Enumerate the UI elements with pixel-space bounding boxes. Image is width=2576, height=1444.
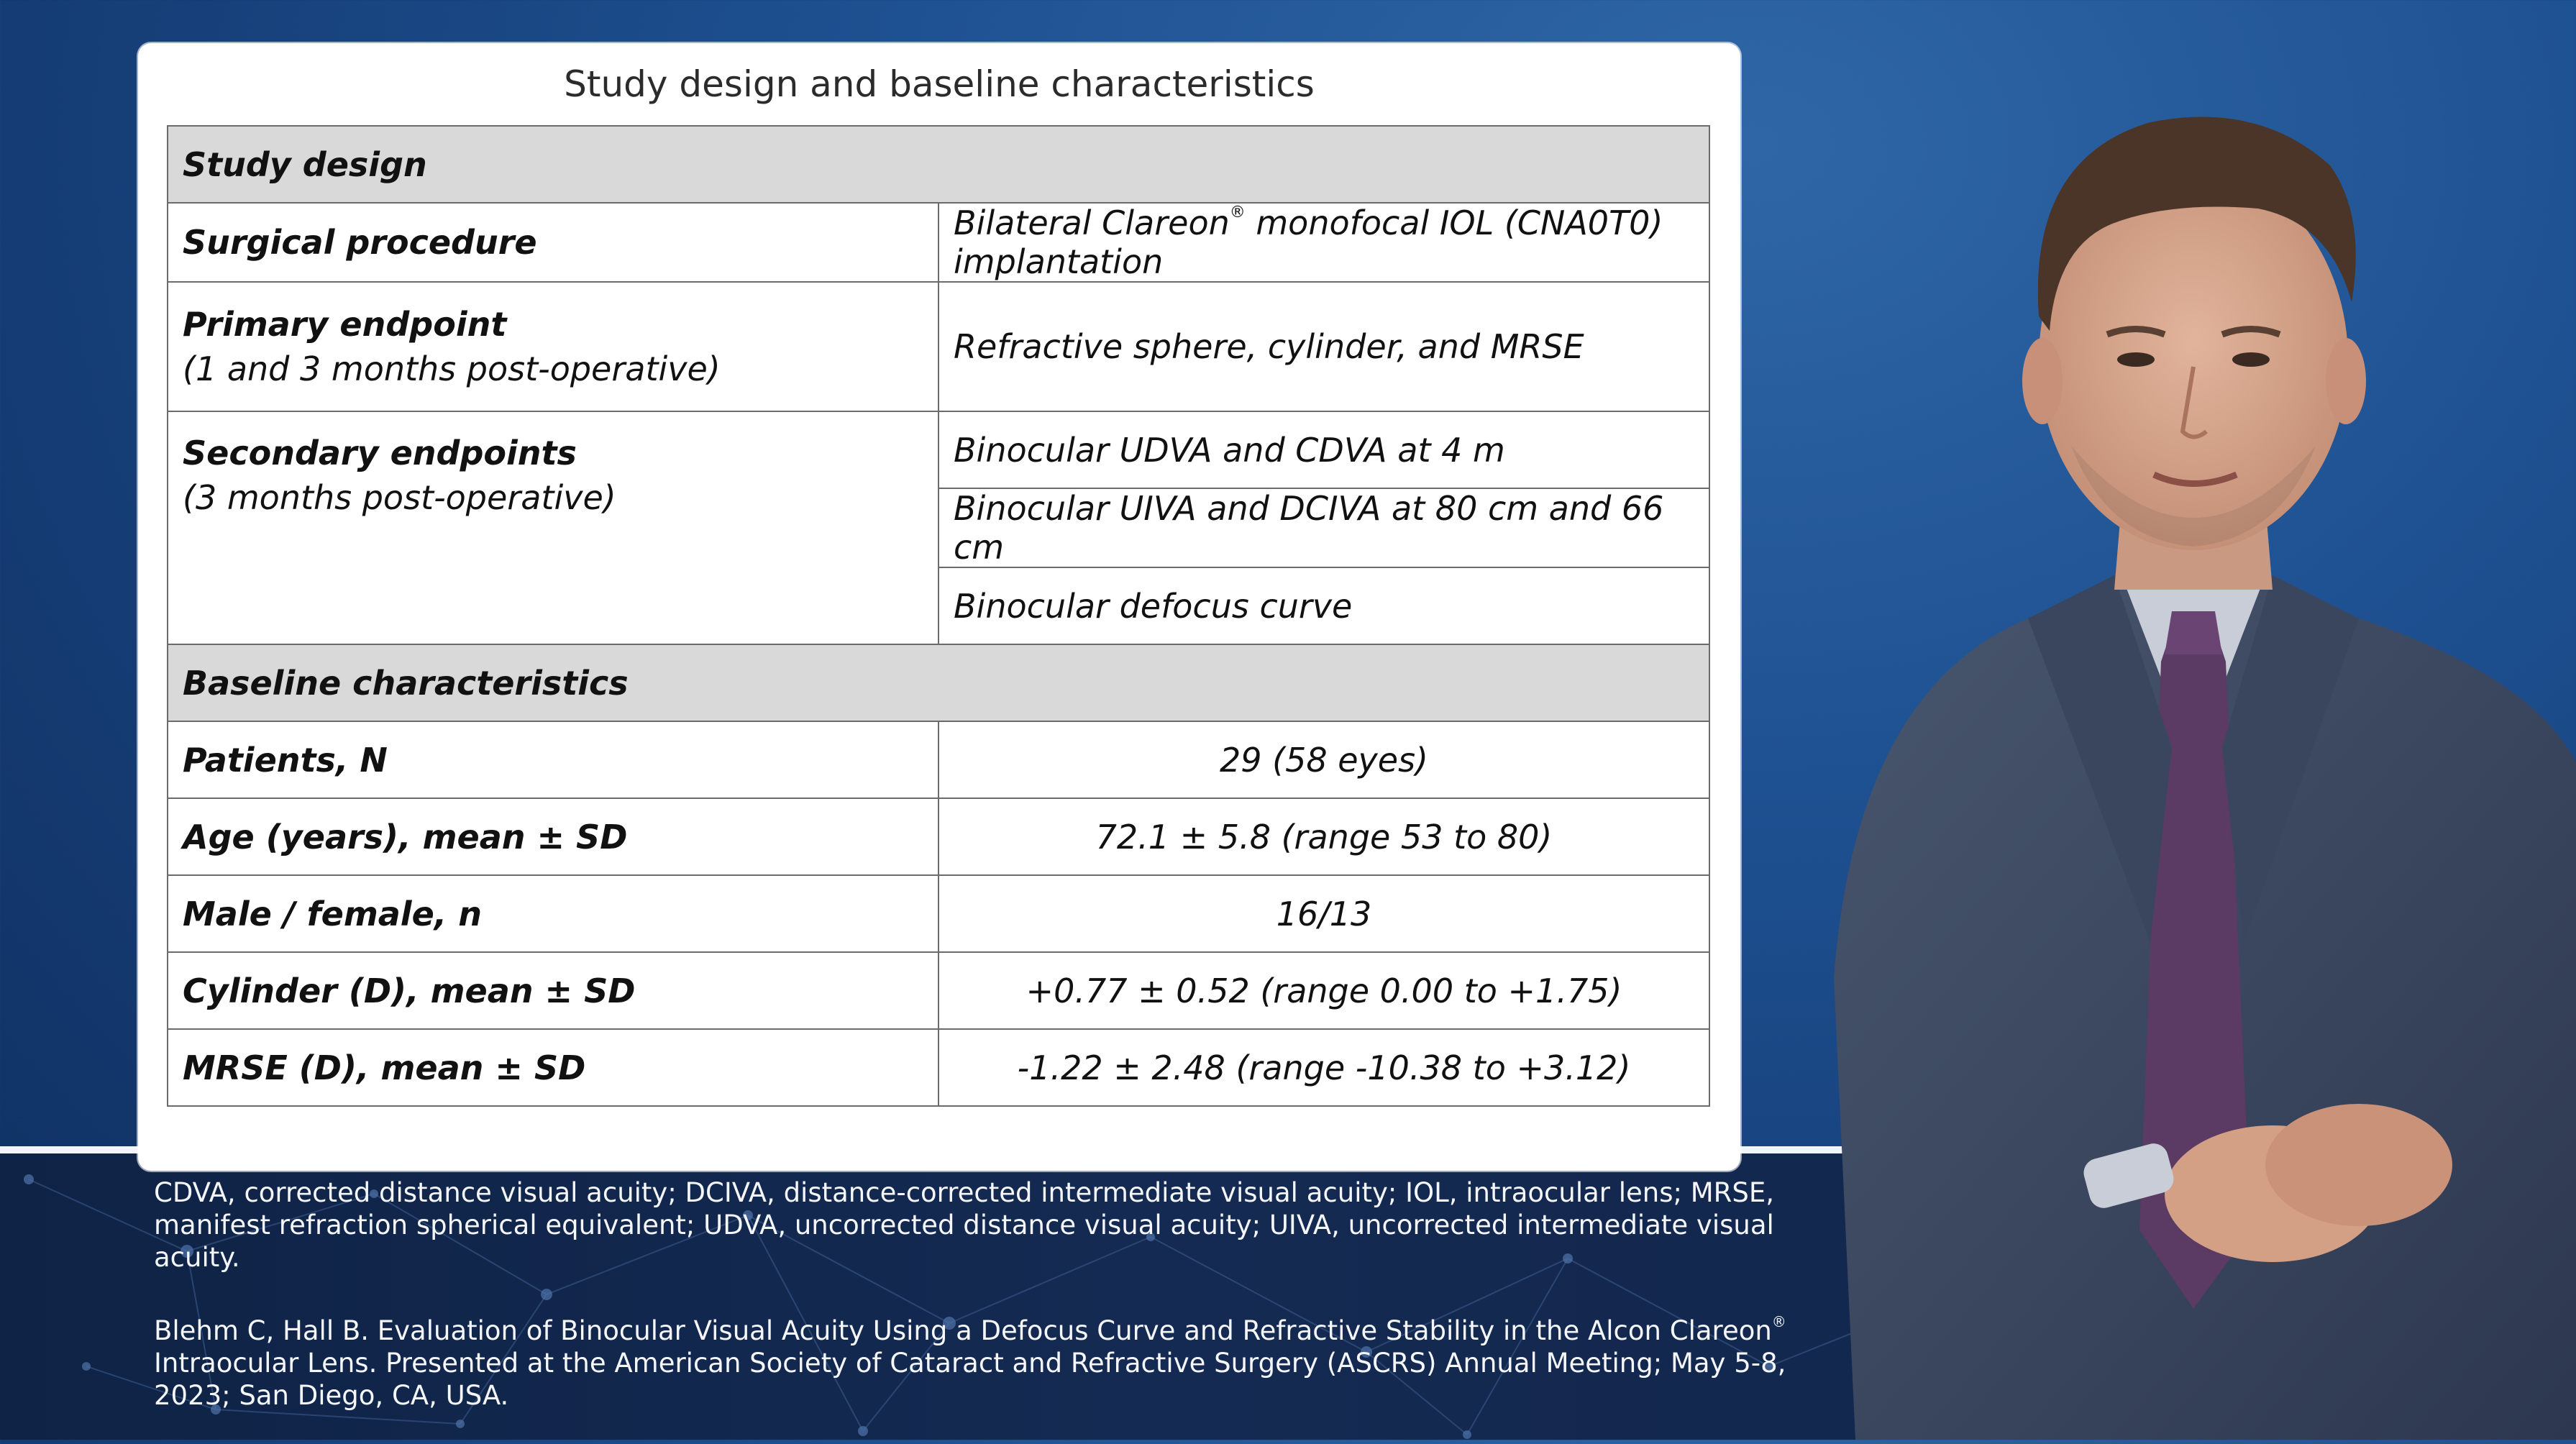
- table-row: [168, 411, 1709, 488]
- reference-text: Blehm C, Hall B. Evaluation of Binocular Visual Acuity Using a Defocus Curve and Refractive Stability in the Alcon Clareon: [154, 1315, 1772, 1346]
- row-value-primary-endpoint: Refractive sphere, cylinder, and MRSE: [938, 282, 1709, 411]
- baseline-label: MRSE (D), mean ± SD: [168, 1029, 938, 1106]
- table-row: [168, 1029, 1709, 1106]
- row-value-surgical-procedure: [938, 203, 1709, 282]
- baseline-label: Male / female, n: [168, 875, 938, 952]
- baseline-label: Patients, N: [168, 721, 938, 798]
- baseline-value: 29 (58 eyes): [938, 721, 1709, 798]
- baseline-value: 16/13: [938, 875, 1709, 952]
- table-row: [168, 721, 1709, 798]
- section-row-study-design: [168, 126, 1709, 203]
- registered-mark: ®: [1771, 1313, 1786, 1330]
- table-row: [168, 875, 1709, 952]
- surgical-value-text: Bilateral Clareon: [954, 204, 1230, 242]
- registered-mark: ®: [1229, 204, 1246, 221]
- table-row: [168, 282, 1709, 411]
- baseline-value: 72.1 ± 5.8 (range 53 to 80): [938, 798, 1709, 875]
- secondary-endpoints-label: Secondary endpoints: [183, 434, 577, 472]
- abbreviations-note: CDVA, corrected distance visual acuity; DCIVA, distance-corrected intermediate visual acuity; IOL, intraocular lens; MRSE, manifest refraction spherical equivalent; UDVA, uncorrected distance visual acuity; UIVA, uncorrected intermediate visual acuity.: [154, 1177, 1775, 1273]
- section-header-baseline: Baseline characteristics: [168, 644, 1709, 721]
- table-row: [168, 203, 1709, 282]
- secondary-endpoints-timing: (3 months post-operative): [183, 478, 616, 517]
- baseline-value: +0.77 ± 0.52 (range 0.00 to +1.75): [938, 952, 1709, 1029]
- row-label-secondary-endpoints: [168, 411, 938, 644]
- table-row: [168, 952, 1709, 1029]
- row-value-secondary-endpoint: Binocular defocus curve: [938, 567, 1709, 644]
- baseline-label: Cylinder (D), mean ± SD: [168, 952, 938, 1029]
- row-value-secondary-endpoint: Binocular UIVA and DCIVA at 80 cm and 66 cm: [938, 488, 1709, 567]
- baseline-value: -1.22 ± 2.48 (range -10.38 to +3.12): [938, 1029, 1709, 1106]
- reference-note: [154, 1306, 1794, 1412]
- surgical-value-text-end: monofocal IOL (CNA0T0) implantation: [954, 204, 1663, 281]
- reference-text-end: Intraocular Lens. Presented at the American Society of Cataract and Refractive Surgery (ASCRS) Annual Meeting; May 5-8, 2023; San Diego, CA, USA.: [154, 1348, 1786, 1411]
- section-row-baseline: [168, 644, 1709, 721]
- presenter-video: [1812, 43, 2576, 1440]
- study-table: [167, 125, 1710, 1107]
- slide-title: Study design and baseline characteristics: [564, 63, 1315, 105]
- baseline-label: Age (years), mean ± SD: [168, 798, 938, 875]
- footnotes: [154, 1176, 1794, 1444]
- primary-endpoint-label: Primary endpoint: [183, 305, 507, 344]
- row-value-secondary-endpoint: Binocular UDVA and CDVA at 4 m: [938, 411, 1709, 488]
- section-header-study-design: Study design: [168, 126, 1709, 203]
- row-label-surgical-procedure: Surgical procedure: [168, 203, 938, 282]
- primary-endpoint-timing: (1 and 3 months post-operative): [183, 349, 721, 388]
- row-label-primary-endpoint: [168, 282, 938, 411]
- table-row: [168, 798, 1709, 875]
- study-table-panel: [138, 43, 1740, 1171]
